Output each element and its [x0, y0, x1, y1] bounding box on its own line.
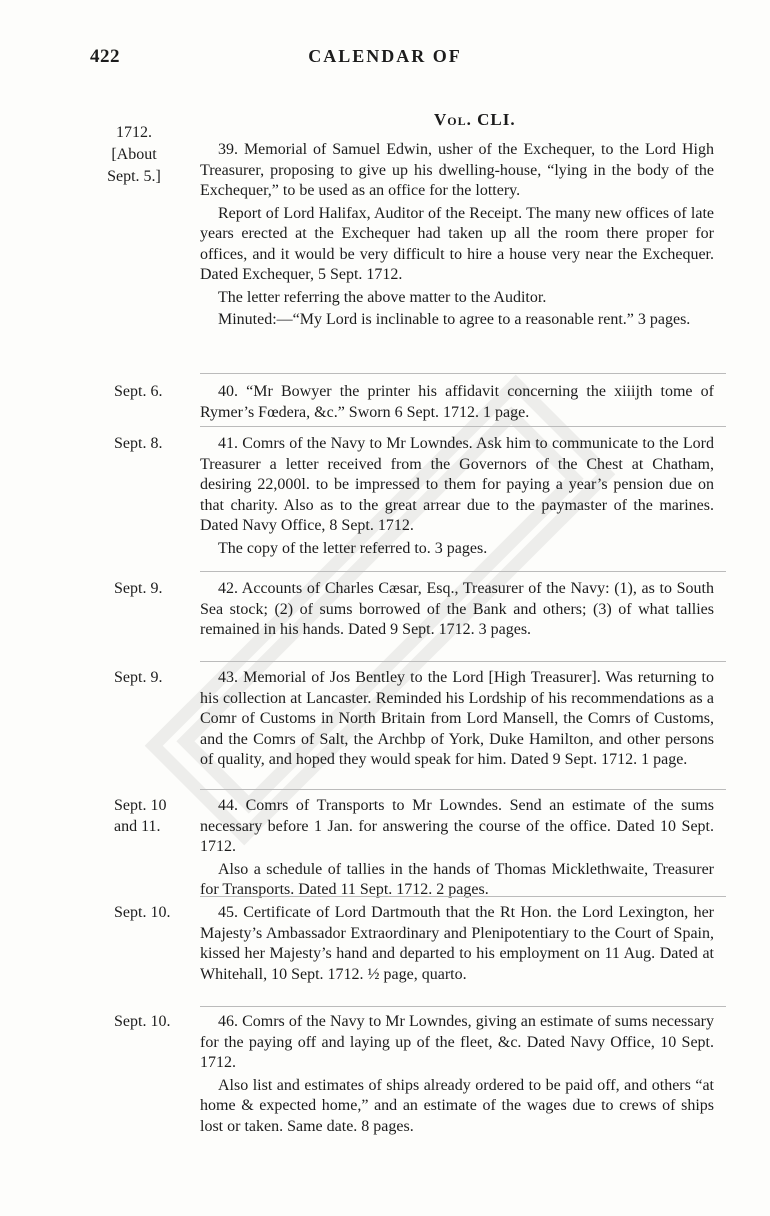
entry-paragraph: 43. Memorial of Jos Bentley to the Lord [High Treasurer]. Was returning to his collection at Lancaster. Reminded his Lordship of his recommendations as a Comr of Customs in North Britain from Lord Mansell, the Comrs of Customs, and the Comrs of Salt, the Archbp of York, Duke Hamilton, and other persons of quality, and hoped they would speak for him. Dated 9 Sept. 1712. 1 page. — [200, 669, 714, 768]
entry-paragraph: 41. Comrs of the Navy to Mr Lowndes. Ask him to communicate to the Lord Treasurer a letter received from the Governors of the Chest at Chatham, desiring 22,000l. to be impressed to them for paying a year’s pension due on that charity. Also as to the great arrear due to the paymaster of the marines. Dated Navy Office, 8 Sept. 1712. — [200, 435, 714, 534]
entry-text — [200, 1012, 714, 1137]
entry-paragraph: The letter referring the above matter to the Auditor. — [218, 288, 547, 306]
entry-paragraph: The copy of the letter referred to. 3 pages. — [218, 539, 488, 557]
entry-45 — [88, 903, 728, 985]
entry-text — [200, 903, 714, 985]
entry-paragraph: 45. Certificate of Lord Dartmouth that the Rt Hon. the Lord Lexington, her Majesty’s Ambassador Extraordinary and Plenipotentiary to the Court of Spain, kissed her Majesty’s hand and departed to his employment on 11 Aug. Dated at Whitehall, 10 Sept. 1712. ½ page, quarto. — [200, 904, 714, 983]
entry-divider — [200, 571, 726, 572]
entry-text — [200, 668, 714, 771]
entry-date: Sept. 10. — [114, 1013, 171, 1030]
entry-paragraph: 40. “Mr Bowyer the printer his affidavit concerning the xiiijth tome of Rymer’s Fœdera, &c.” Sworn 6 Sept. 1712. 1 page. — [200, 383, 714, 421]
page-number: 422 — [90, 46, 120, 67]
entry-text — [200, 382, 714, 423]
entry-39 — [88, 122, 728, 331]
entry-divider — [200, 373, 726, 374]
entry-40 — [88, 382, 728, 423]
entry-divider — [200, 661, 726, 662]
entry-text — [200, 796, 714, 901]
entry-paragraph: 46. Comrs of the Navy to Mr Lowndes, giving an estimate of sums necessary for the paying off and laying up of the fleet, &c. Dated Navy Office, 10 Sept. 1712. — [200, 1013, 714, 1071]
entry-date: 1712. [About Sept. 5.] — [107, 124, 161, 185]
entry-paragraph: Also a schedule of tallies in the hands of Thomas Micklethwaite, Treasurer for Transports. Dated 11 Sept. 1712. 2 pages. — [200, 860, 714, 898]
entry-date: Sept. 10. — [114, 904, 171, 921]
entry-divider — [200, 1006, 726, 1007]
entry-42 — [88, 579, 728, 641]
entry-date: Sept. 8. — [114, 435, 163, 452]
entry-text — [200, 140, 714, 331]
entry-paragraph: Report of Lord Halifax, Auditor of the Receipt. The many new offices of late years erected at the Exchequer had taken up all the room there proper for offices, and it would be very difficult to hire a house very near the Exchequer. Dated Exchequer, 5 Sept. 1712. — [200, 204, 714, 283]
entry-46 — [88, 1012, 728, 1137]
entry-divider — [200, 426, 726, 427]
entry-divider — [200, 789, 726, 790]
entry-divider — [200, 896, 726, 897]
entry-date: Sept. 10 and 11. — [114, 797, 167, 835]
entry-paragraph: 44. Comrs of Transports to Mr Lowndes. Send an estimate of the sums necessary before 1 Jan. for answering the course of the office. Dated 10 Sept. 1712. — [200, 797, 714, 855]
entry-date: Sept. 6. — [114, 383, 163, 400]
entry-text — [200, 579, 714, 641]
entry-paragraph: Also list and estimates of ships already ordered to be paid off, and others “at home & expected home,” and an estimate of the wages due to crews of ships lost or taken. Same date. 8 pages. — [200, 1076, 714, 1135]
volume-heading: Vol. CLI. — [434, 110, 516, 129]
entry-date: Sept. 9. — [114, 580, 163, 597]
entry-paragraph: 42. Accounts of Charles Cæsar, Esq., Treasurer of the Navy: (1), as to South Sea stock; (2) of sums borrowed of the Bank and others; (3) of what tallies remained in his hands. Dated 9 Sept. 1712. 3 pages. — [200, 580, 714, 638]
entry-date: Sept. 9. — [114, 669, 163, 686]
entry-text — [200, 434, 714, 559]
entry-41 — [88, 434, 728, 559]
running-head: CALENDAR OF — [308, 46, 462, 66]
entry-paragraph: Minuted:—“My Lord is inclinable to agree to a reasonable rent.” 3 pages. — [218, 311, 691, 328]
entry-44 — [88, 796, 728, 901]
entry-paragraph: 39. Memorial of Samuel Edwin, usher of the Exchequer, to the Lord High Treasurer, proposing to give up his dwelling-house, “lying in the body of the Exchequer,” to be used as an office for the lottery. — [200, 141, 714, 199]
entry-43 — [88, 668, 728, 771]
